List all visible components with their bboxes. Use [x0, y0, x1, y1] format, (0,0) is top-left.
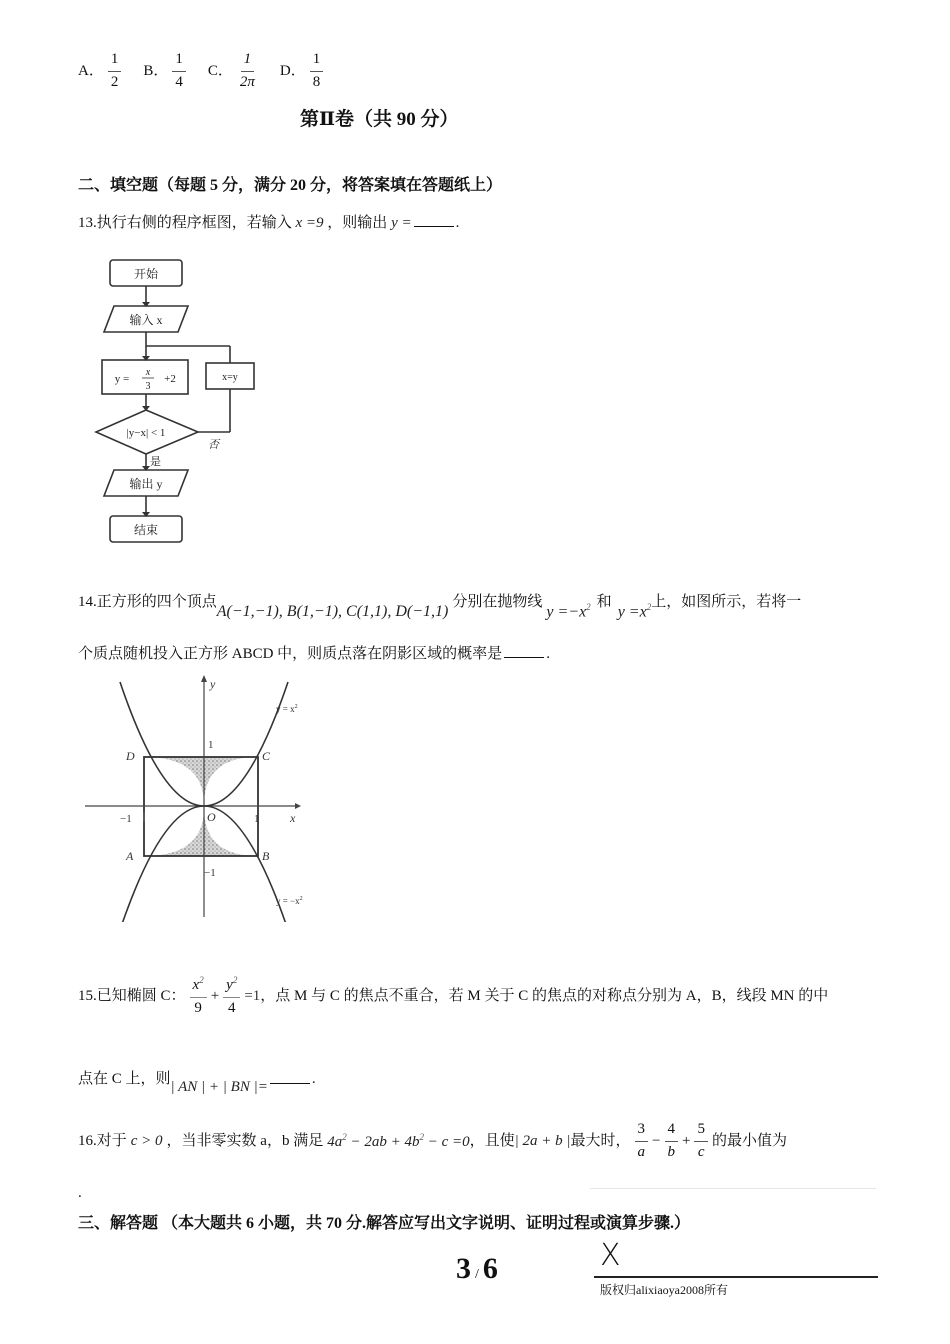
- option-b-num: 1: [172, 51, 186, 71]
- q16-fraction-b: [665, 1121, 679, 1161]
- curve-bottom-exp: 2: [299, 896, 303, 902]
- option-d-letter: D．: [279, 63, 306, 79]
- flowchart-condition-label: |y−x| < 1: [126, 427, 166, 439]
- q14-curve2-base: y =x: [617, 603, 647, 621]
- curve-top-base: y = x: [276, 704, 295, 714]
- footer-rule: [594, 1276, 878, 1278]
- q16-cond: c > 0: [130, 1133, 163, 1149]
- parabola-graph: [80, 672, 330, 922]
- q15-answer-blank[interactable]: [270, 1069, 310, 1084]
- q15-eq: =1: [244, 988, 261, 1004]
- q16-mid3: 最大时，: [570, 1133, 631, 1149]
- q15-f2-num: y: [226, 977, 233, 994]
- q15-prefix: 15.已知椭圆 C：: [78, 988, 186, 1004]
- q16-eqn-end: − c =0: [423, 1133, 470, 1150]
- flowchart: [90, 252, 280, 552]
- choice-options: [78, 46, 327, 96]
- tick-y-minus1: −1: [204, 867, 216, 879]
- q16-plus: +: [682, 1133, 691, 1149]
- graph-y-label: y: [210, 677, 216, 691]
- option-c-den: 2π: [239, 73, 255, 90]
- option-c-fraction: [237, 51, 258, 91]
- q15-line2-prefix: 点在 C 上，则: [78, 1071, 171, 1087]
- flowchart-input-label: 输入 x: [129, 313, 163, 327]
- flowchart-formula-right: +2: [164, 373, 176, 385]
- footer-copyright: 版权归alixiaoya2008所有: [600, 1283, 728, 1297]
- point-c-label: C: [262, 749, 271, 763]
- q15-fraction-y: [223, 975, 240, 1017]
- q15-f2-num-exp: 2: [232, 975, 238, 986]
- q15-suffix: ，点 M 与 C 的焦点不重合，若 M 关于 C 的焦点的对称点分别为 A，B，线段 MN 的中: [260, 988, 829, 1004]
- question-15: [78, 968, 828, 1024]
- page-number: [456, 1252, 498, 1286]
- tick-y-1: 1: [208, 739, 214, 751]
- q16-fraction-a: [635, 1121, 649, 1161]
- part2-title: 第Ⅱ卷（共 90 分）: [300, 109, 459, 130]
- option-b-den: 4: [175, 73, 183, 90]
- flowchart-assign-label: x=y: [222, 372, 238, 383]
- flowchart-end-label: 结束: [133, 523, 159, 537]
- q13-mid: ，则输出: [327, 215, 388, 231]
- q16-fb-den: b: [667, 1143, 675, 1160]
- q14-answer-blank[interactable]: [504, 643, 544, 658]
- q15-f1-den: 9: [194, 999, 202, 1016]
- q14-line2: 个质点随机投入正方形 ABCD 中，则质点落在阴影区域的概率是: [78, 646, 503, 662]
- q13-input-value: x =9: [295, 215, 324, 231]
- q15-f1-num: x: [192, 977, 200, 994]
- q16-equation: [327, 1132, 469, 1151]
- point-a-label: A: [126, 849, 134, 863]
- q16-fa-den: a: [637, 1143, 646, 1160]
- q16-abs: | 2a + b |: [514, 1133, 571, 1149]
- q16-mid2: ，且使: [469, 1133, 515, 1149]
- option-a-den: 2: [110, 73, 119, 90]
- q15-plus: +: [210, 988, 220, 1004]
- shaded-region-bottom: [144, 808, 258, 856]
- flowchart-formula-num: x: [145, 367, 151, 378]
- question-13: [78, 212, 459, 232]
- origin-label: O: [207, 810, 216, 824]
- q16-fa-num: 3: [635, 1121, 649, 1141]
- flowchart-yes-label: 是: [150, 456, 161, 468]
- tick-x-minus1: −1: [120, 813, 132, 825]
- flowchart-no-label: 否: [208, 439, 219, 451]
- q16-fc-den: c: [697, 1143, 705, 1160]
- section2-heading: 二、填空题（每题 5 分，满分 20 分，将答案填在答题纸上）: [78, 177, 503, 194]
- curve-bottom-label: [276, 896, 303, 906]
- q14-curve2: [618, 602, 652, 622]
- q16-suffix: 的最小值为: [711, 1133, 787, 1149]
- curve-top-exp: 2: [294, 704, 298, 710]
- page-total: 6: [482, 1252, 498, 1285]
- q14-suffix: 上，如图所示，若将一: [651, 593, 802, 610]
- flowchart-formula-left: y =: [114, 373, 130, 385]
- q14-curve2-exp: 2: [646, 602, 652, 612]
- q13-answer-blank[interactable]: [414, 212, 454, 227]
- q14-points: A(−1,−1), B(1,−1), C(1,1), D(−1,1): [216, 603, 449, 621]
- q15-f1-num-exp: 2: [199, 975, 204, 986]
- q15-line2-end: .: [311, 1071, 316, 1087]
- q16-line2: .: [78, 1185, 82, 1201]
- option-d-den: 8: [312, 73, 321, 90]
- q14-curve1: [546, 602, 590, 622]
- q13-output-var: y =: [391, 215, 412, 231]
- section3-heading: 三、解答题 （本大题共 6 小题，共 70 分.解答应写出文字说明、证明过程或演算步骤.）: [78, 1215, 691, 1232]
- q16-eqn-mid: − 2ab + 4b: [346, 1133, 420, 1150]
- flowchart-output-label: 输出 y: [129, 477, 163, 491]
- q16-fc-num: 5: [694, 1121, 708, 1141]
- option-a-num: 1: [108, 51, 122, 71]
- option-d-fraction: [310, 51, 324, 91]
- q14-curve1-base: y =−x: [546, 603, 587, 621]
- point-b-label: B: [262, 849, 270, 863]
- option-a-fraction: [108, 51, 122, 91]
- q16-prefix: 16.对于: [78, 1133, 127, 1149]
- q16-eqn-exp1: 2: [342, 1131, 347, 1142]
- q15-fraction-x: [190, 975, 207, 1017]
- q13-suffix: .: [455, 215, 460, 231]
- curve-top-label: [276, 704, 298, 714]
- flowchart-formula-den: 3: [145, 381, 151, 392]
- page-current: 3: [456, 1252, 471, 1285]
- q15-line2-math: | AN | + | BN |=: [170, 1079, 268, 1095]
- tick-x-1: 1: [254, 813, 260, 825]
- option-b-letter: B．: [143, 63, 169, 79]
- q16-eqn-a: 4a: [327, 1133, 343, 1150]
- question-14: [78, 582, 801, 622]
- option-c-letter: C．: [207, 63, 233, 79]
- q14-curve1-exp: 2: [586, 602, 591, 612]
- option-a-letter: A．: [78, 63, 104, 79]
- q14-prefix: 14.正方形的四个顶点: [78, 593, 217, 610]
- q15-f2-den: 4: [227, 999, 236, 1016]
- option-b-fraction: [172, 51, 186, 91]
- q13-prefix: 13.执行右侧的程序框图，若输入: [78, 215, 292, 231]
- q14-mid: 分别在抛物线: [452, 593, 543, 610]
- footer-mark: X: [600, 1238, 621, 1273]
- q16-eqn-exp2: 2: [419, 1131, 424, 1142]
- q16-fb-num: 4: [665, 1121, 679, 1141]
- question-16: [78, 1116, 787, 1166]
- option-d-num: 1: [310, 51, 324, 71]
- page-separator: /: [475, 1267, 479, 1282]
- graph-x-label: x: [290, 811, 296, 825]
- point-d-label: D: [126, 749, 135, 763]
- q14-line2-end: .: [546, 646, 550, 662]
- option-c-num: 1: [241, 51, 255, 71]
- flowchart-start-label: 开始: [133, 267, 159, 281]
- q16-fraction-c: [694, 1121, 708, 1161]
- q16-minus: −: [652, 1133, 661, 1149]
- q14-and: 和: [596, 593, 612, 610]
- q16-divider: [590, 1188, 876, 1189]
- question-14-line2: [78, 643, 550, 663]
- curve-bottom-base: y = −x: [276, 896, 300, 906]
- question-15-line2: [78, 1062, 316, 1096]
- q16-mid1: ，当非零实数 a，b 满足: [166, 1133, 324, 1149]
